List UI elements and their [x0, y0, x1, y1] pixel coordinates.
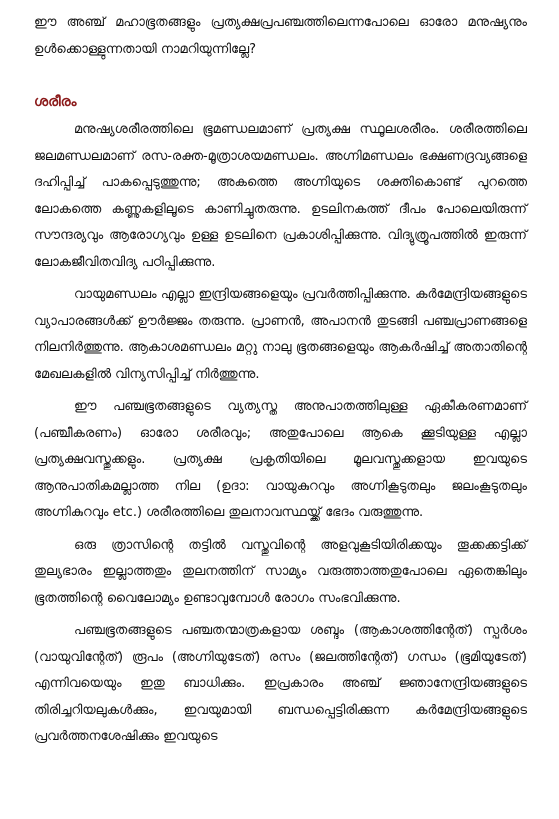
- paragraph-1: മനുഷ്യശരീരത്തിലെ ഭൂമണ്ഡലമാണ് പ്രത്യക്ഷ സ്ഥൂലശരീരം. ശരീരത്തിലെ ജലമണ്ഡലമാണ് രസ-രക്ത-മൂത്രാശയമണ്ഡലം. അഗ്നിമണ്ഡലം ഭക്ഷണദ്രവ്യങ്ങളെ ദഹിപ്പിച്ച് പാകപ്പെടുത്തുന്നു; അകത്തെ അഗ്നിയുടെ ശക്തികൊണ്ട് പുറത്തെ ലോകത്തെ കണ്ണുകളിലൂടെ കാണിച്ചുതരുന്നു. ഉടലിനകത്ത് ദീപം പോലെയിരുന്ന് സൗന്ദര്യവും ആരോഗ്യവും ഉള്ള ഉടലിനെ പ്രകാശിപ്പിക്കുന്നു. വിദ്യുത്രൂപത്തിൽ ഇരുന്ന് ലോകജീവിതവിദ്യ പഠിപ്പിക്കുന്നു.: [34, 122, 527, 270]
- paragraph-5: പഞ്ചഭൂതങ്ങളുടെ പഞ്ചതന്മാത്രകളായ ശബ്ദം (ആകാശത്തിന്റേത്) സ്പർശം (വായുവിന്റേത്) രൂപം (അഗ്നിയുടേത്) രസം (ജലത്തിന്റേത്) ഗന്ധം (ഭൂമിയുടേത്) എന്നിവയെയും ഇതു ബാധിക്കും. ഇപ്രകാരം അഞ്ച് ജ്ഞാനേന്ദ്രിയങ്ങളുടെ തിരിച്ചറിയലുകൾക്കും, ഇവയുമായി ബന്ധപ്പെട്ടിരിക്കുന്ന കർമേന്ദ്രിയങ്ങളുടെ പ്രവർത്തനശേഷിക്കും ഇവയുടെ: [34, 623, 527, 744]
- paragraph-3: ഈ പഞ്ചഭൂതങ്ങളുടെ വ്യത്യസ്ത അനുപാതത്തിലുള്ള ഏകീകരണമാണ് (പഞ്ചീകരണം) ഓരോ ശരീരവും; അതുപോലെ ആകെ ക്കൂടിയുള്ള എല്ലാ പ്രത്യക്ഷവസ്തുക്കളും. പ്രത്യക്ഷ പ്രകൃതിയിലെ മൂലവസ്തുക്കളായ ഇവയുടെ ആനുപാതികമല്ലാത്ത നില (ഉദാ: വായുകുറവും അഗ്നികൂടുതലും ജലംകൂടുതലും അഗ്നികുറവും etc.) ശരീരത്തിലെ തുലനാവസ്ഥയ്ക്ക് ഭേദം വരുത്തുന്നു.: [34, 399, 527, 520]
- paragraph-2: വായുമണ്ഡലം എല്ലാ ഇന്ദ്രിയങ്ങളെയും പ്രവർത്തിപ്പിക്കുന്നു. കർമേന്ദ്രിയങ്ങളുടെ വ്യാപാരങ്ങൾക്ക് ഊർജ്ജം തരുന്നു. പ്രാണൻ, അപാനൻ തുടങ്ങി പഞ്ചപ്രാണങ്ങളെ നിലനിർത്തുന്നു. ആകാശമണ്ഡലം മറ്റു നാലു ഭൂതങ്ങളെയും ആകർഷിച്ച് അതാതിന്റെ മേഖലകളിൽ വിന്യസിപ്പിച്ച് നിർത്തുന്നു.: [34, 287, 527, 382]
- intro-paragraph: ഈ അഞ്ച് മഹാഭൂതങ്ങളും പ്രത്യക്ഷപ്രപഞ്ചത്തിലെന്നപോലെ ഓരോ മനുഷ്യനും ഉൾക്കൊള്ളുന്നതായി നാമറിയുന്നില്ലേ?: [34, 15, 527, 57]
- section-heading: ശരീരം: [34, 94, 77, 110]
- paragraph-4: ഒരു ത്രാസിന്റെ തട്ടിൽ വസ്തുവിന്റെ അളവുകൂടിയിരിക്കയും തൂക്കക്കട്ടിക്ക് തുല്യഭാരം ഇല്ലാത്തതും തുലനത്തിന് സാമ്യം വരുത്താത്തതുപോലെ ഏതെങ്കിലും ഭൂതത്തിന്റെ വൈലോമ്യം ഉണ്ടാവുമ്പോൾ രോഗം സംഭവിക്കുന്നു.: [34, 537, 527, 606]
